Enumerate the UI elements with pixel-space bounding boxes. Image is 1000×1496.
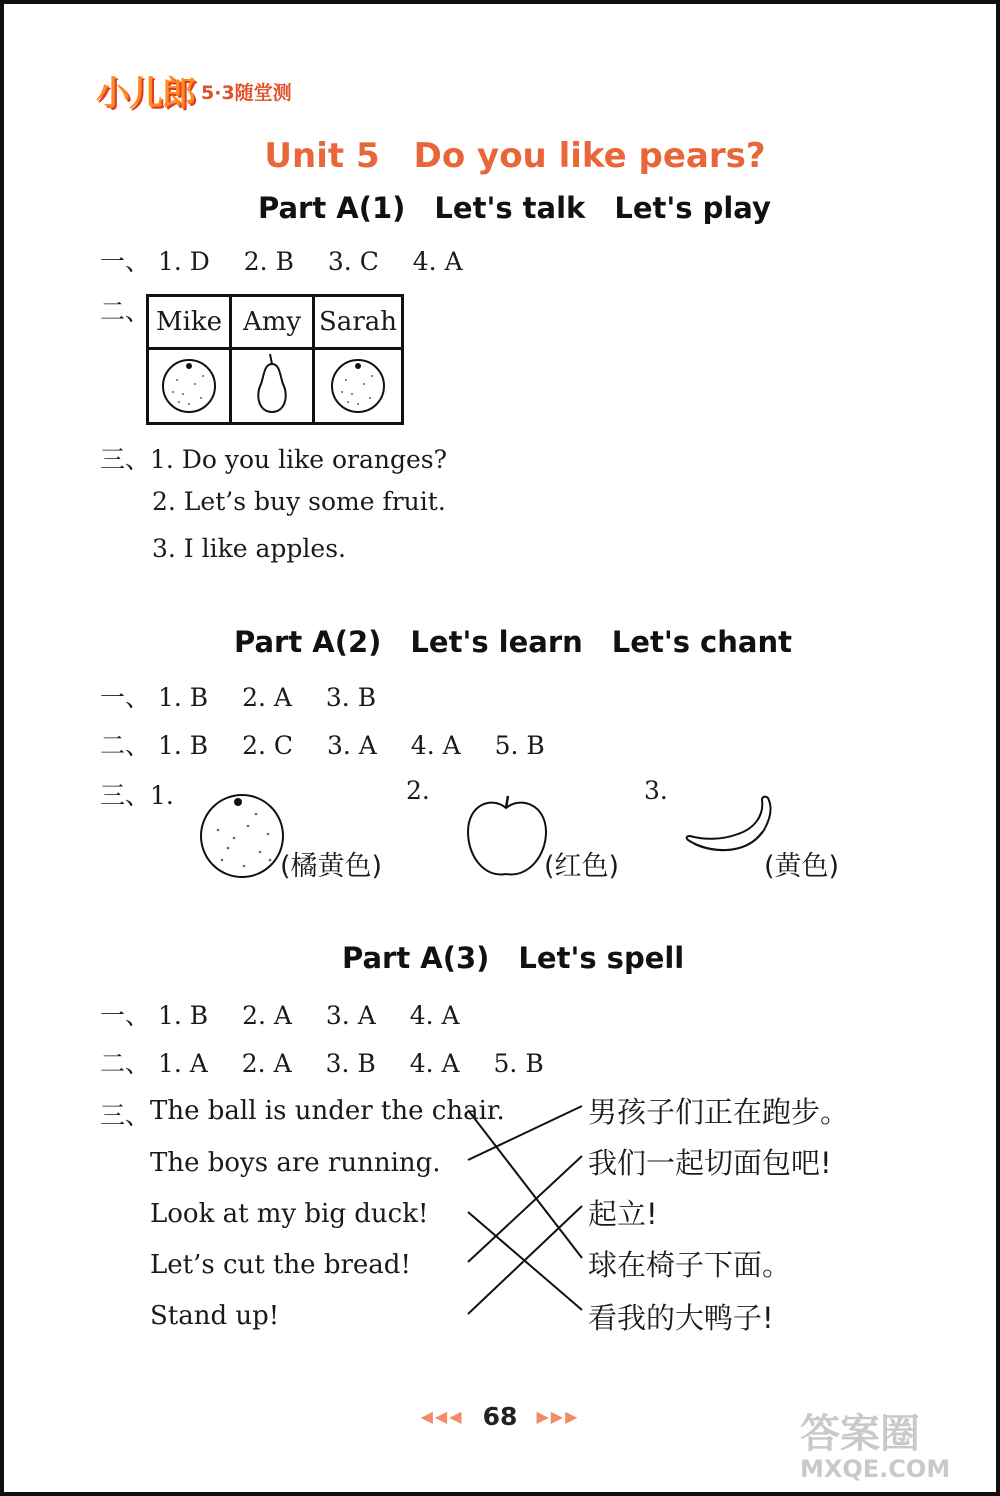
answer: 1. B: [157, 683, 209, 712]
unit-title: Unit 5 Do you like pears?: [264, 136, 766, 176]
watermark: [800, 1402, 950, 1483]
brand-series-text: 5·3随堂测: [201, 82, 292, 104]
a3-q3-number: 三、: [100, 1101, 151, 1130]
a1-q2-number: 二、: [100, 297, 151, 326]
item-number: 1.: [150, 781, 174, 810]
answer: 3. C: [327, 247, 379, 276]
answer: 3. B: [325, 1049, 376, 1078]
answer: 2. A: [242, 683, 292, 712]
question-number: 一、: [100, 1001, 151, 1030]
color-label-yellow: (黄色): [764, 851, 840, 882]
match-english-5: Stand up!: [150, 1301, 280, 1331]
prev-arrows-icon: ◀◀◀: [420, 1407, 464, 1426]
page-number: 68: [482, 1402, 518, 1431]
answer: 5. B: [494, 731, 545, 760]
a2-q3-item2-number: 2.: [406, 776, 430, 805]
match-english-3: Look at my big duck!: [150, 1199, 429, 1229]
question-number: 一、: [100, 247, 151, 276]
match-chinese-2: 我们一起切面包吧!: [588, 1146, 832, 1180]
part-a3-title: Part A(3) Let's spell: [342, 941, 685, 975]
question-number: 一、: [100, 683, 151, 712]
next-arrows-icon: ▶▶▶: [536, 1407, 580, 1426]
match-chinese-4: 球在椅子下面。: [588, 1248, 792, 1282]
match-english-2: The boys are running.: [150, 1148, 441, 1178]
table-header-amy: Amy: [231, 296, 314, 349]
answer: 2. B: [243, 247, 294, 276]
question-number: 三、: [100, 781, 151, 810]
answer: 1. B: [157, 731, 209, 760]
a1-q3-line3: 3. I like apples.: [152, 534, 346, 563]
match-english-4: Let’s cut the bread!: [150, 1250, 411, 1280]
answer: 4. A: [410, 731, 461, 760]
match-chinese-1: 男孩子们正在跑步。: [588, 1095, 850, 1129]
match-english-1: The ball is under the chair.: [150, 1096, 505, 1126]
match-line: [468, 1156, 582, 1262]
brand-logo-text: 小儿郎: [96, 74, 195, 114]
answer: 4. A: [409, 1049, 460, 1078]
color-label-red: (红色): [544, 851, 620, 882]
answer: 1. A: [157, 1049, 208, 1078]
question-number: 二、: [100, 1049, 151, 1078]
color-label-orange: (橘黄色): [280, 851, 383, 882]
table-header-mike: Mike: [148, 296, 231, 349]
answer: 1. D: [157, 247, 210, 276]
answer: 3. B: [325, 683, 377, 712]
part-a2-title: Part A(2) Let's learn Let's chant: [234, 625, 792, 659]
answer: 4. A: [412, 247, 463, 276]
a2-q3-item3-number: 3.: [644, 776, 668, 805]
answer: 3. A: [325, 1001, 376, 1030]
answer: 1. B: [157, 1001, 209, 1030]
answer: 2. A: [241, 1049, 292, 1078]
match-chinese-3: 起立!: [588, 1197, 658, 1231]
watermark-text: 答案圈: [800, 1411, 920, 1457]
match-line: [468, 1206, 582, 1314]
match-chinese-5: 看我的大鸭子!: [588, 1301, 774, 1335]
answer: 4. A: [409, 1001, 460, 1030]
answer: 3. A: [326, 731, 377, 760]
table-header-sarah: Sarah: [314, 296, 403, 349]
question-number: 二、: [100, 731, 151, 760]
part-a1-title: Part A(1) Let's talk Let's play: [258, 191, 771, 225]
answer: 2. A: [242, 1001, 292, 1030]
answer: 5. B: [493, 1049, 544, 1078]
answer: 2. C: [242, 731, 294, 760]
question-number: 三、: [100, 445, 151, 474]
sentence: 1. Do you like oranges?: [150, 445, 448, 474]
a1-q3-line2: 2. Let’s buy some fruit.: [152, 487, 446, 516]
watermark-url: MXQE.COM: [800, 1455, 951, 1483]
